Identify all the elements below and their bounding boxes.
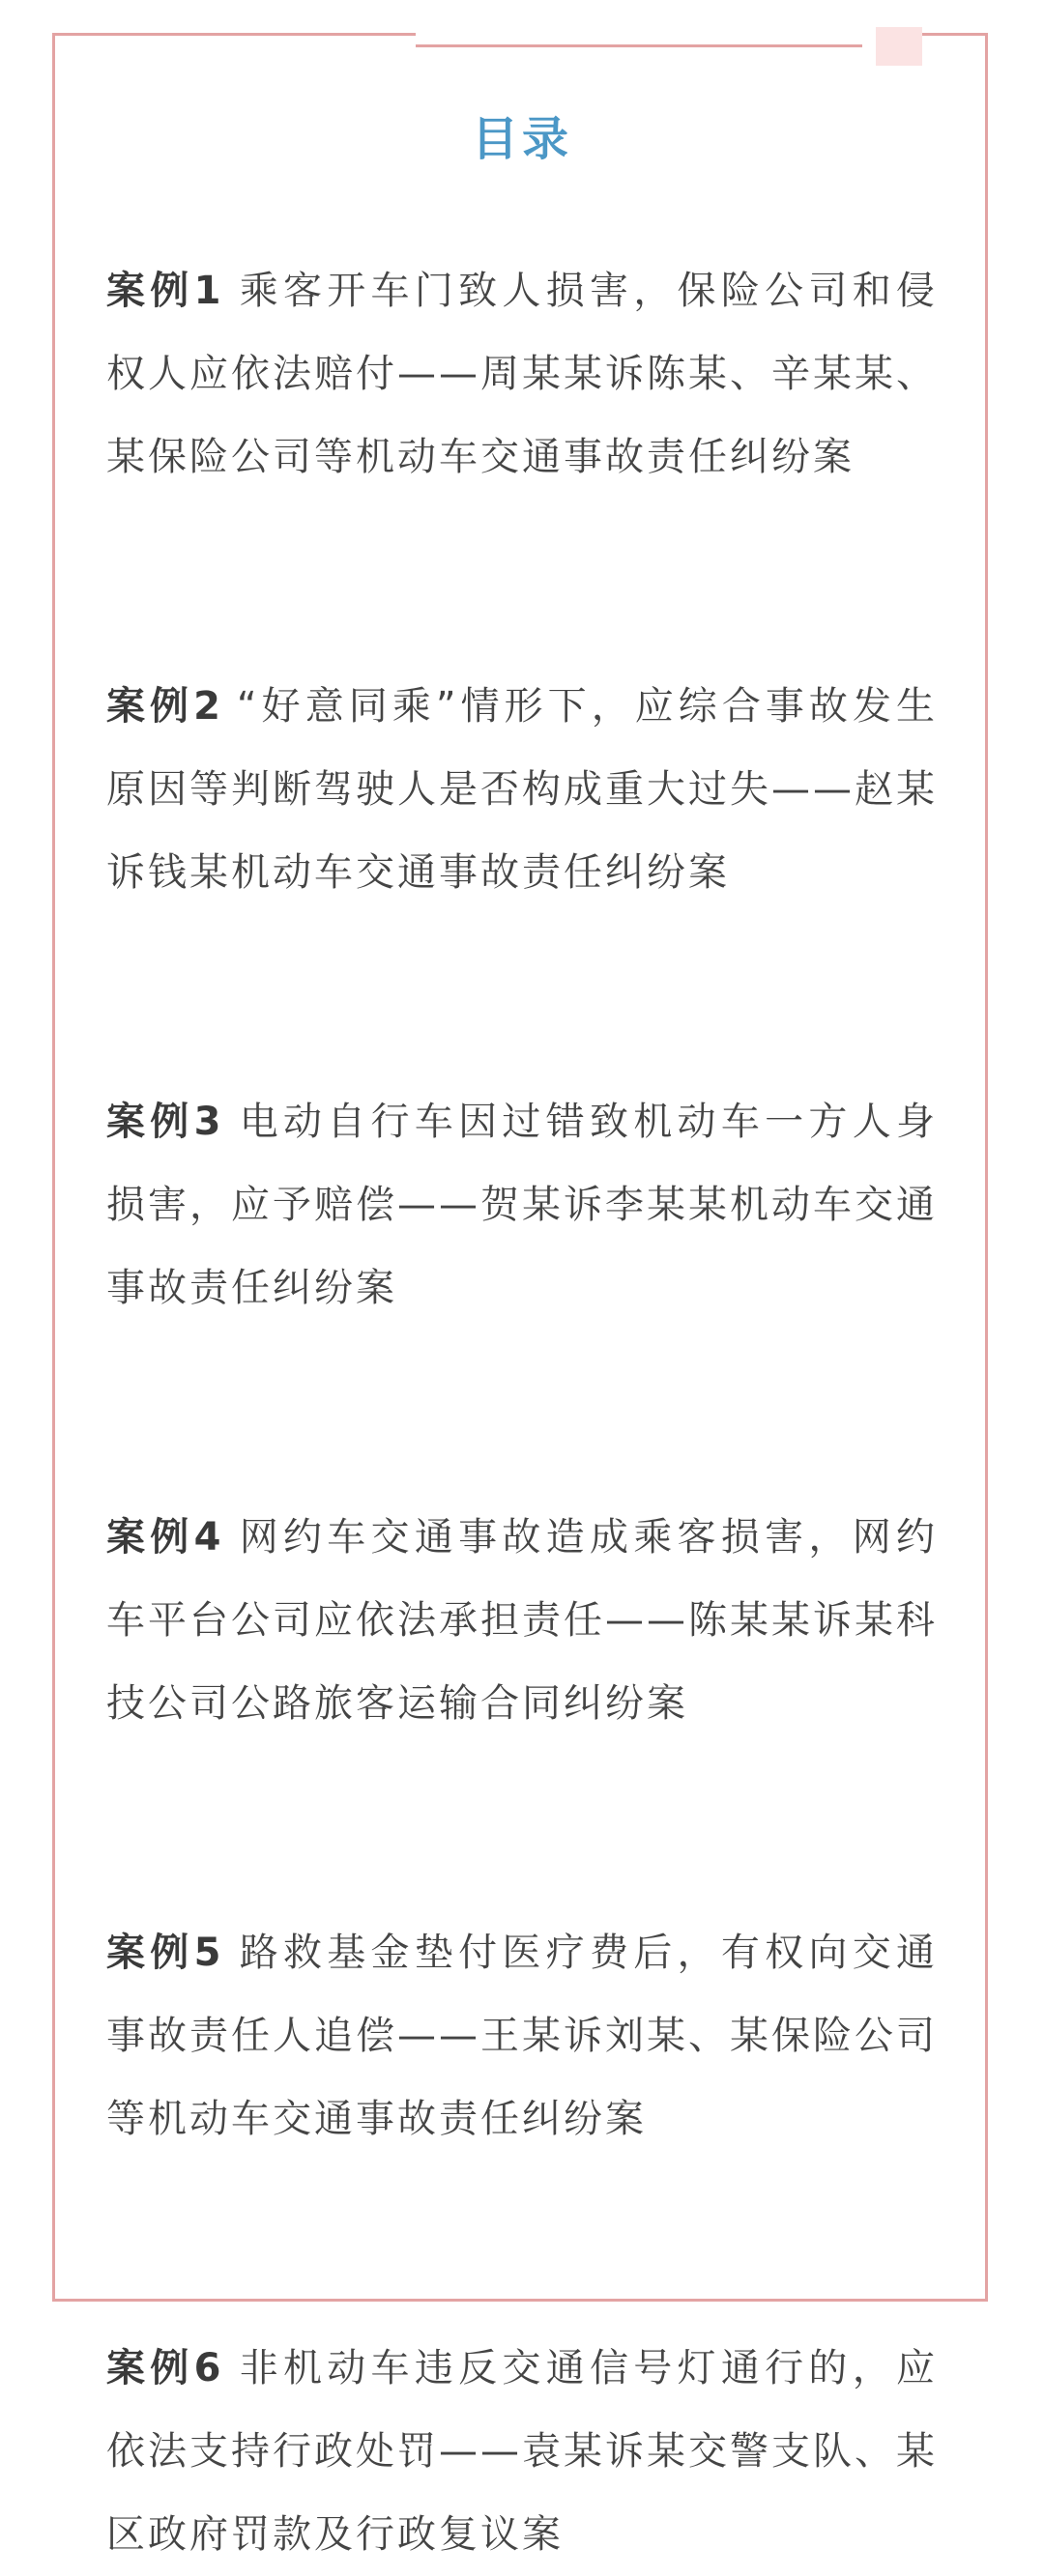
case-label: 案例5 — [106, 1931, 224, 1975]
case-item[interactable] — [106, 249, 938, 499]
case-item[interactable] — [106, 1080, 938, 1330]
case-item[interactable] — [106, 2327, 938, 2576]
decorative-line — [416, 44, 862, 47]
case-list — [106, 249, 938, 2576]
case-item[interactable] — [106, 665, 938, 914]
case-title: 乘客开车门致人损害，保险公司和侵权人应依法赔付——周某某诉陈某、辛某某、某保险公司等机动车交通事故责任纠纷案 — [106, 269, 938, 479]
case-title: 路救基金垫付医疗费后，有权向交通事故责任人追偿——王某诉刘某、某保险公司等机动车交通事故责任纠纷案 — [106, 1931, 938, 2141]
page-title: 目录 — [471, 112, 572, 166]
case-label: 案例4 — [106, 1515, 224, 1560]
case-label: 案例3 — [106, 1100, 224, 1144]
case-title: “好意同乘”情形下，应综合事故发生原因等判断驾驶人是否构成重大过失——赵某诉钱某机动车交通事故责任纠纷案 — [106, 684, 938, 895]
case-title: 网约车交通事故造成乘客损害，网约车平台公司应依法承担责任——陈某某诉某科技公司公路旅客运输合同纠纷案 — [106, 1515, 938, 1726]
case-title: 电动自行车因过错致机动车一方人身损害，应予赔偿——贺某诉李某某机动车交通事故责任纠纷案 — [106, 1100, 938, 1310]
case-title: 非机动车违反交通信号灯通行的，应依法支持行政处罚——袁某诉某交警支队、某区政府罚款及行政复议案 — [106, 2346, 938, 2557]
case-label: 案例1 — [106, 269, 224, 313]
decorative-line — [918, 33, 988, 36]
case-item[interactable] — [106, 1496, 938, 1745]
case-item[interactable] — [106, 1911, 938, 2161]
decorative-square — [876, 27, 922, 66]
case-label: 案例6 — [106, 2346, 224, 2390]
case-label: 案例2 — [106, 684, 223, 729]
